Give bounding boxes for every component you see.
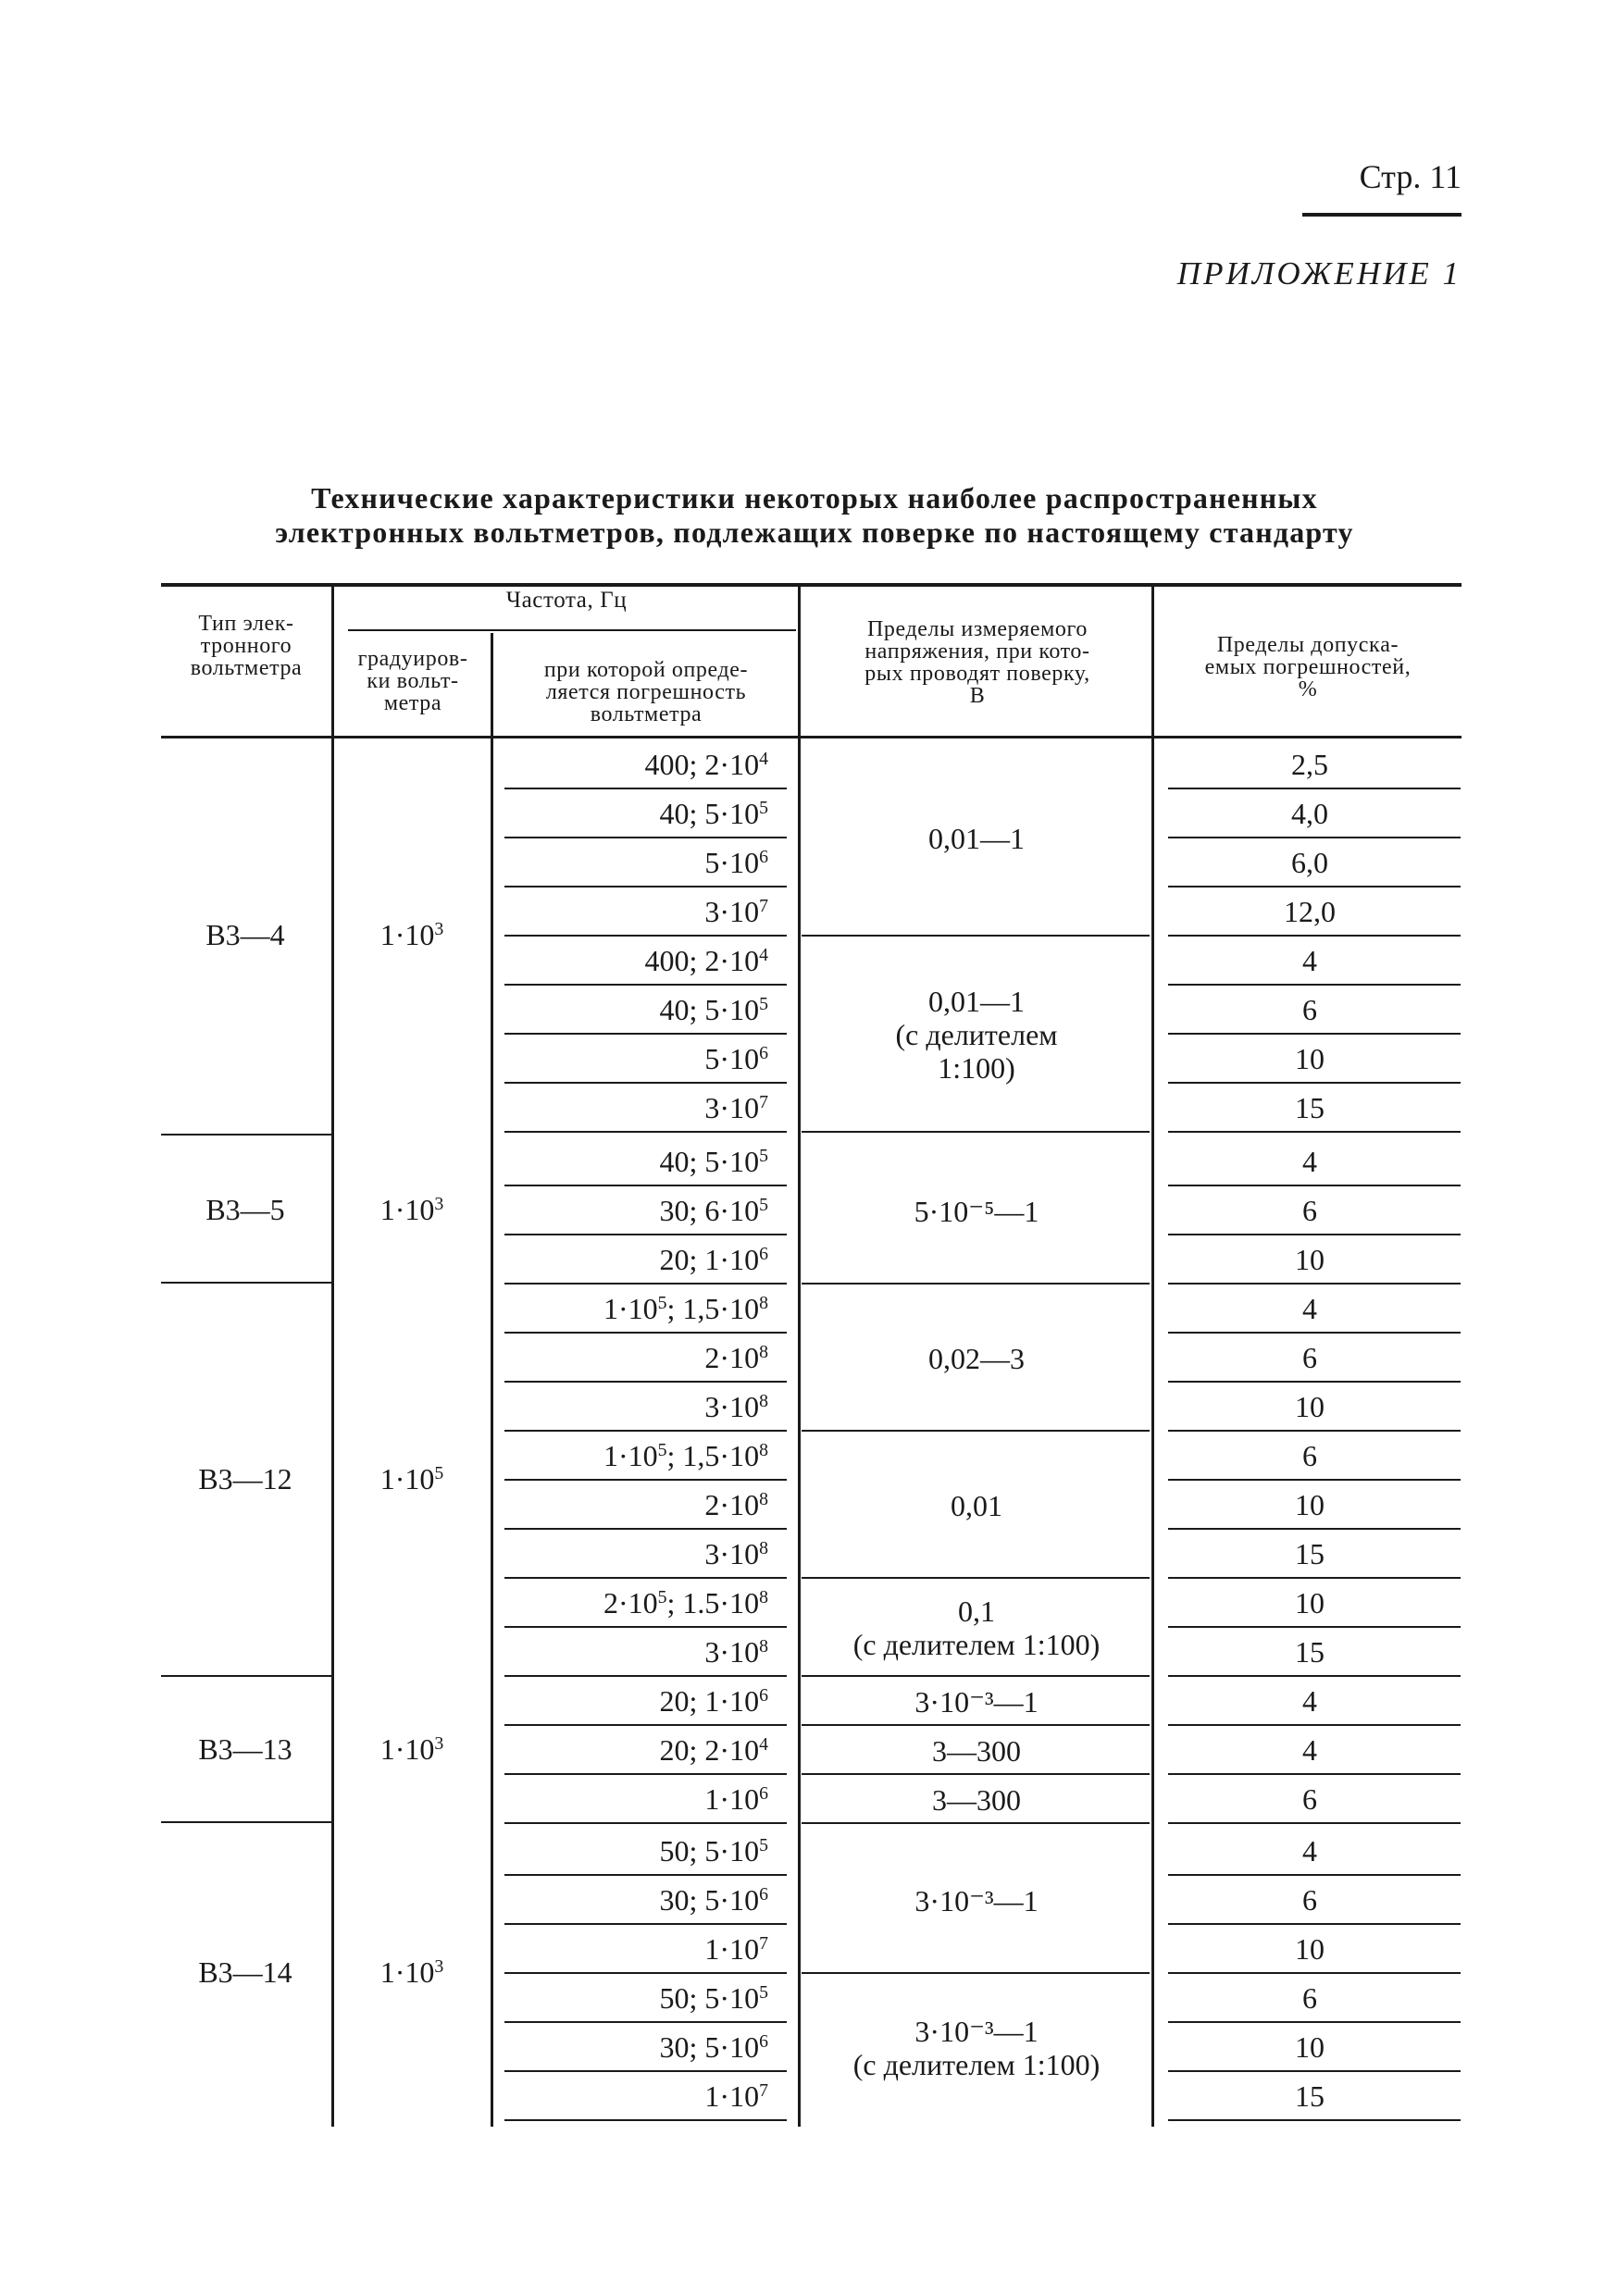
error-cell (1157, 838, 1462, 887)
voltage-range-line: 3·10⁻³—1 (914, 1883, 1039, 1917)
freq-value: 30; 6·10 (659, 1194, 760, 1227)
header-frequency: Частота, Гц (505, 588, 628, 613)
error-value: 6 (1302, 1439, 1317, 1472)
exponent: 8 (759, 1587, 768, 1608)
freq-value: 1·10 (603, 1292, 658, 1325)
freq-error-cell (491, 1827, 768, 1876)
header-error-line: Пределы допускa- (1216, 633, 1399, 657)
row-rule (504, 1822, 787, 1824)
error-value: 6 (1302, 1981, 1317, 2015)
freq-value: 400; 2·10 (644, 944, 760, 977)
freq-error-cell (491, 1084, 768, 1133)
header-range-line: В (969, 684, 986, 708)
freq-value: 3·10 (704, 1390, 760, 1423)
error-value: 4,0 (1291, 797, 1328, 830)
error-value: 10 (1295, 1390, 1325, 1423)
range-rule (802, 1724, 1150, 1726)
error-cell (1157, 1084, 1462, 1133)
voltage-range-line: 0,1 (958, 1595, 995, 1628)
freq-error-cell (491, 1285, 768, 1334)
range-rule (802, 1675, 1150, 1677)
exponent: 5 (759, 1835, 768, 1856)
freq-error-cell (491, 2023, 768, 2072)
exponent: 7 (759, 1092, 768, 1113)
freq-value: 1·10 (704, 1782, 760, 1816)
freq-error-cell (491, 1035, 768, 1084)
grad-value: 1·10 (379, 918, 435, 951)
error-cell (1157, 789, 1462, 838)
voltage-range-line: (с делителем 1:100) (852, 1628, 1101, 1661)
exponent: 7 (759, 1933, 768, 1955)
freq-value: 2·10 (704, 1341, 760, 1374)
header-error-line: емых погрешностей, (1204, 655, 1412, 679)
error-value: 4 (1302, 1733, 1317, 1767)
freq-value: ; 1,5·10 (666, 1292, 760, 1325)
voltage-range-line: 3—300 (932, 1782, 1021, 1817)
error-cell (1157, 1925, 1462, 1974)
error-value: 10 (1295, 1488, 1325, 1521)
table-title-line-1: Технические характеристики некоторых наиболее распространенных (311, 481, 1318, 515)
freq-error-cell (491, 1925, 768, 1974)
freq-error-cell (491, 1137, 768, 1186)
error-value: 12,0 (1284, 895, 1336, 928)
freq-error-cell (491, 1186, 768, 1235)
voltage-range (801, 1195, 1152, 1228)
table-title-line-2: электронных вольтметров, подлежащих поверке по настоящему стандарту (275, 515, 1354, 549)
error-value: 15 (1295, 1091, 1325, 1124)
error-value: 15 (1295, 2079, 1325, 2113)
row-rule (1168, 1131, 1461, 1133)
group-rule (161, 1282, 331, 1284)
voltage-range-line: 0,02—3 (928, 1341, 1025, 1375)
exponent: 6 (759, 1884, 768, 1905)
error-value: 4 (1302, 1834, 1317, 1868)
voltage-range (801, 1489, 1152, 1522)
error-cell (1157, 1235, 1462, 1285)
exponent: 5 (759, 1982, 768, 2004)
header-range (802, 618, 1153, 707)
type-label: В3—5 (205, 1192, 285, 1226)
exponent: 3 (434, 919, 444, 940)
error-cell (1157, 2072, 1462, 2121)
exponent: 5 (657, 1440, 667, 1461)
grad-value: 1·10 (379, 1462, 435, 1496)
voltage-range-line: 5·10⁻⁵—1 (914, 1194, 1039, 1228)
freq-value: 30; 5·10 (659, 2030, 760, 2064)
voltage-range-line: 3·10⁻³—1 (914, 2014, 1039, 2048)
error-value: 10 (1295, 1243, 1325, 1276)
freq-value: 1·10 (704, 2079, 760, 2113)
group-rule (161, 1675, 331, 1677)
row-rule (1168, 1822, 1461, 1824)
col-divider-1 (331, 583, 334, 2127)
error-value: 4 (1302, 944, 1317, 977)
freq-value: 40; 5·10 (659, 1145, 760, 1178)
voltmeter-type (162, 1955, 329, 1990)
freq-value: 50; 5·10 (659, 1834, 760, 1868)
exponent: 4 (759, 945, 768, 966)
freq-error-cell (491, 1876, 768, 1925)
voltmeter-type (162, 1462, 329, 1496)
exponent: 8 (759, 1636, 768, 1657)
freq-error-cell (491, 887, 768, 937)
freq-error-cell (491, 1432, 768, 1481)
freq-error-cell (491, 2072, 768, 2121)
voltage-range-line: 0,01 (951, 1488, 1002, 1522)
row-rule (504, 2119, 787, 2121)
error-cell (1157, 2023, 1462, 2072)
header-type-line: тронного (200, 634, 292, 658)
error-cell (1157, 1481, 1462, 1530)
exponent: 8 (759, 1538, 768, 1559)
type-label: В3—14 (198, 1955, 292, 1989)
type-label: В3—4 (205, 918, 285, 951)
header-freq-error-line: при которой опреде- (543, 658, 749, 682)
row-rule (504, 1131, 787, 1133)
error-value: 4 (1302, 1292, 1317, 1325)
exponent: 4 (759, 1734, 768, 1756)
freq-error-cell (491, 1579, 768, 1628)
error-value: 6 (1302, 1341, 1317, 1374)
exponent: 3 (434, 1193, 444, 1214)
voltmeter-type (162, 918, 329, 952)
freq-value: 40; 5·10 (659, 993, 760, 1026)
exponent: 8 (759, 1342, 768, 1363)
exponent: 8 (759, 1489, 768, 1510)
exponent: 6 (759, 1685, 768, 1706)
table-header-rule (161, 736, 1462, 738)
error-cell (1157, 1035, 1462, 1084)
freq-value: 2·10 (603, 1586, 658, 1620)
error-cell (1157, 1530, 1462, 1579)
header-frequency-rule (348, 629, 796, 631)
error-cell (1157, 1775, 1462, 1824)
freq-value: 30; 5·10 (659, 1883, 760, 1917)
grad-value: 1·10 (379, 1955, 435, 1989)
exponent: 5 (657, 1293, 667, 1314)
exponent: 8 (759, 1391, 768, 1412)
error-cell (1157, 1579, 1462, 1628)
error-cell (1157, 1285, 1462, 1334)
freq-value: 5·10 (704, 846, 760, 879)
type-label: В3—13 (198, 1731, 292, 1766)
range-rule (802, 1430, 1150, 1432)
freq-value: 2·10 (704, 1488, 760, 1521)
freq-value: ; 1,5·10 (666, 1439, 760, 1472)
error-cell (1157, 1628, 1462, 1677)
error-cell (1157, 1726, 1462, 1775)
range-rule (802, 1577, 1150, 1579)
exponent: 5 (759, 994, 768, 1015)
error-value: 6 (1302, 1883, 1317, 1917)
voltmeter-type (162, 1732, 329, 1767)
error-cell (1157, 1432, 1462, 1481)
error-value: 4 (1302, 1684, 1317, 1718)
voltage-range-line: 3—300 (932, 1733, 1021, 1768)
voltage-range (801, 985, 1152, 1085)
voltage-range (801, 1884, 1152, 1917)
voltage-range-line: (с делителем (895, 1018, 1058, 1051)
header-grad (335, 648, 491, 714)
exponent: 5 (759, 1195, 768, 1216)
freq-error-cell (491, 1383, 768, 1432)
header-grad-line: метра (383, 691, 442, 715)
freq-error-cell (491, 937, 768, 986)
graduation-frequency (333, 1193, 491, 1227)
page-number: Стр. 11 (1302, 157, 1462, 217)
freq-error-cell (491, 1726, 768, 1775)
error-value: 10 (1295, 1042, 1325, 1075)
freq-error-cell (491, 838, 768, 887)
voltage-range-line: (с делителем 1:100) (852, 2047, 1101, 2081)
voltage-range (801, 2015, 1152, 2081)
error-value: 15 (1295, 1537, 1325, 1570)
voltmeter-type (162, 1193, 329, 1227)
voltage-range-line: 0,01—1 (928, 822, 1025, 855)
header-range-line: напряжения, при кото- (864, 639, 1090, 664)
graduation-frequency (333, 1955, 491, 1990)
exponent: 6 (759, 847, 768, 868)
grad-value: 1·10 (379, 1192, 435, 1226)
exponent: 3 (434, 1732, 444, 1754)
row-rule (1168, 2119, 1461, 2121)
error-value: 4 (1302, 1145, 1317, 1178)
error-cell (1157, 1186, 1462, 1235)
exponent: 5 (657, 1587, 667, 1608)
freq-value: ; 1.5·10 (666, 1586, 760, 1620)
voltage-range (801, 1783, 1152, 1817)
graduation-frequency (333, 1462, 491, 1496)
freq-value: 3·10 (704, 1091, 760, 1124)
error-cell (1157, 887, 1462, 937)
exponent: 7 (759, 896, 768, 917)
range-rule (802, 935, 1150, 937)
voltage-range (801, 1342, 1152, 1375)
group-rule (161, 1821, 331, 1823)
freq-error-cell (491, 1974, 768, 2023)
freq-value: 40; 5·10 (659, 797, 760, 830)
graduation-frequency (333, 918, 491, 952)
exponent: 5 (759, 798, 768, 819)
error-value: 6 (1302, 993, 1317, 1026)
header-freq-error-line: вольтметра (590, 702, 703, 726)
header-freq-error-line: ляется погрешность (545, 680, 747, 704)
grad-value: 1·10 (379, 1731, 435, 1766)
freq-error-cell (491, 1481, 768, 1530)
voltage-range (801, 1734, 1152, 1768)
freq-value: 3·10 (704, 1635, 760, 1669)
error-cell (1157, 937, 1462, 986)
freq-error-cell (491, 1235, 768, 1285)
voltage-range (801, 1685, 1152, 1719)
exponent: 5 (759, 1146, 768, 1167)
table-top-rule (161, 583, 1462, 587)
freq-value: 3·10 (704, 895, 760, 928)
error-value: 6 (1302, 1782, 1317, 1816)
error-cell (1157, 740, 1462, 789)
exponent: 4 (759, 749, 768, 770)
header-type-line: вольтметра (190, 656, 303, 680)
exponent: 3 (434, 1956, 444, 1978)
header-grad-line: градуиров- (357, 647, 468, 671)
error-value: 2,5 (1291, 748, 1328, 781)
range-rule (802, 1283, 1150, 1285)
range-rule (802, 1773, 1150, 1775)
graduation-frequency (333, 1732, 491, 1767)
error-cell (1157, 1383, 1462, 1432)
exponent: 6 (759, 1043, 768, 1064)
freq-value: 1·10 (603, 1439, 658, 1472)
freq-error-cell (491, 1628, 768, 1677)
freq-value: 20; 1·10 (659, 1243, 760, 1276)
error-value: 6 (1302, 1194, 1317, 1227)
header-range-line: Пределы измеряемого (867, 617, 1088, 641)
freq-error-cell (491, 986, 768, 1035)
error-value: 10 (1295, 1586, 1325, 1620)
error-cell (1157, 1827, 1462, 1876)
voltage-range-line: 1:100) (938, 1051, 1015, 1085)
error-value: 10 (1295, 1932, 1325, 1966)
exponent: 8 (759, 1440, 768, 1461)
exponent: 7 (759, 2080, 768, 2102)
error-value: 10 (1295, 2030, 1325, 2064)
group-rule (161, 1134, 331, 1136)
freq-error-cell (491, 1334, 768, 1383)
freq-value: 5·10 (704, 1042, 760, 1075)
exponent: 5 (434, 1463, 444, 1484)
header-error (1155, 634, 1461, 701)
freq-value: 50; 5·10 (659, 1981, 760, 2015)
freq-error-cell (491, 1775, 768, 1824)
error-cell (1157, 1334, 1462, 1383)
error-cell (1157, 1876, 1462, 1925)
freq-error-cell (491, 1677, 768, 1726)
header-freq-error (493, 659, 799, 726)
appendix-label: ПРИЛОЖЕНИЕ 1 (1176, 255, 1462, 292)
range-rule (802, 1972, 1150, 1974)
exponent: 6 (759, 1244, 768, 1265)
error-value: 6,0 (1291, 846, 1328, 879)
freq-value: 400; 2·10 (644, 748, 760, 781)
header-type (161, 613, 331, 679)
error-cell (1157, 1137, 1462, 1186)
error-value: 15 (1295, 1635, 1325, 1669)
freq-value: 20; 1·10 (659, 1684, 760, 1718)
table-title (167, 481, 1462, 550)
freq-value: 20; 2·10 (659, 1733, 760, 1767)
error-cell (1157, 1677, 1462, 1726)
error-cell (1157, 986, 1462, 1035)
range-rule (802, 1822, 1150, 1824)
voltage-range-line: 0,01—1 (928, 985, 1025, 1018)
freq-error-cell (491, 1530, 768, 1579)
error-cell (1157, 1974, 1462, 2023)
header-type-line: Тип элек- (198, 612, 294, 636)
voltage-range (801, 822, 1152, 855)
header-grad-line: ки вольт- (367, 669, 459, 693)
exponent: 6 (759, 2031, 768, 2053)
exponent: 8 (759, 1293, 768, 1314)
exponent: 6 (759, 1783, 768, 1805)
header-range-line: рых проводят поверку, (864, 662, 1090, 686)
voltage-range (801, 1595, 1152, 1661)
voltage-range-line: 3·10⁻³—1 (914, 1684, 1039, 1719)
freq-error-cell (491, 789, 768, 838)
range-rule (802, 1131, 1150, 1133)
freq-error-cell (491, 740, 768, 789)
type-label: В3—12 (198, 1462, 292, 1496)
freq-value: 3·10 (704, 1537, 760, 1570)
header-error-line: % (1298, 677, 1318, 701)
freq-value: 1·10 (704, 1932, 760, 1966)
